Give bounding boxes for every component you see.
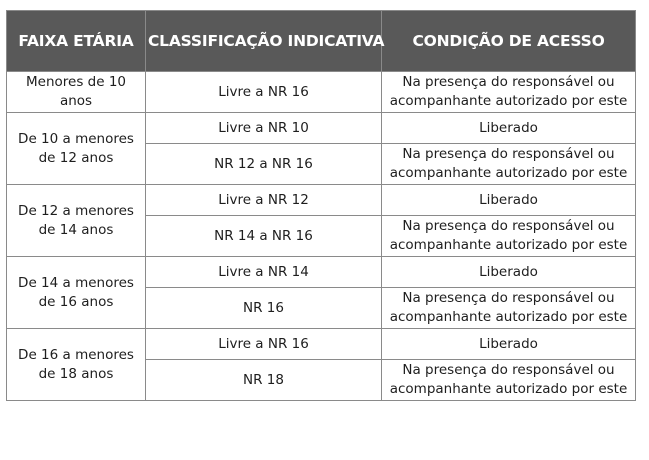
table-row bbox=[7, 72, 636, 113]
age-range-cell: De 12 a menores de 14 anos bbox=[7, 185, 146, 257]
access-condition-cell: Na presença do responsável ou acompanhante autorizado por este bbox=[382, 216, 636, 257]
table-row bbox=[7, 329, 636, 360]
age-range-cell: De 10 a menores de 12 anos bbox=[7, 113, 146, 185]
classification-cell: Livre a NR 14 bbox=[146, 257, 382, 288]
access-condition-cell: Liberado bbox=[382, 257, 636, 288]
access-condition-cell: Liberado bbox=[382, 113, 636, 144]
age-range-cell: De 14 a menores de 16 anos bbox=[7, 257, 146, 329]
table-header-row bbox=[7, 11, 636, 72]
table-row bbox=[7, 257, 636, 288]
access-condition-cell: Na presença do responsável ou acompanhante autorizado por este bbox=[382, 288, 636, 329]
access-condition-cell: Liberado bbox=[382, 185, 636, 216]
header-classification: CLASSIFICAÇÃO INDICATIVA bbox=[146, 11, 382, 72]
classification-cell: Livre a NR 12 bbox=[146, 185, 382, 216]
age-range-cell: De 16 a menores de 18 anos bbox=[7, 329, 146, 401]
classification-cell: Livre a NR 10 bbox=[146, 113, 382, 144]
classification-cell: NR 14 a NR 16 bbox=[146, 216, 382, 257]
classification-cell: Livre a NR 16 bbox=[146, 72, 382, 113]
age-rating-table bbox=[6, 10, 636, 401]
rating-table-container bbox=[6, 10, 636, 401]
classification-cell: NR 12 a NR 16 bbox=[146, 144, 382, 185]
access-condition-cell: Liberado bbox=[382, 329, 636, 360]
access-condition-cell: Na presença do responsável ou acompanhante autorizado por este bbox=[382, 360, 636, 401]
header-age-range: FAIXA ETÁRIA bbox=[7, 11, 146, 72]
table-row bbox=[7, 113, 636, 144]
header-access-condition: CONDIÇÃO DE ACESSO bbox=[382, 11, 636, 72]
classification-cell: Livre a NR 16 bbox=[146, 329, 382, 360]
classification-cell: NR 18 bbox=[146, 360, 382, 401]
age-range-cell: Menores de 10 anos bbox=[7, 72, 146, 113]
access-condition-cell: Na presença do responsável ou acompanhante autorizado por este bbox=[382, 144, 636, 185]
classification-cell: NR 16 bbox=[146, 288, 382, 329]
table-row bbox=[7, 185, 636, 216]
access-condition-cell: Na presença do responsável ou acompanhante autorizado por este bbox=[382, 72, 636, 113]
